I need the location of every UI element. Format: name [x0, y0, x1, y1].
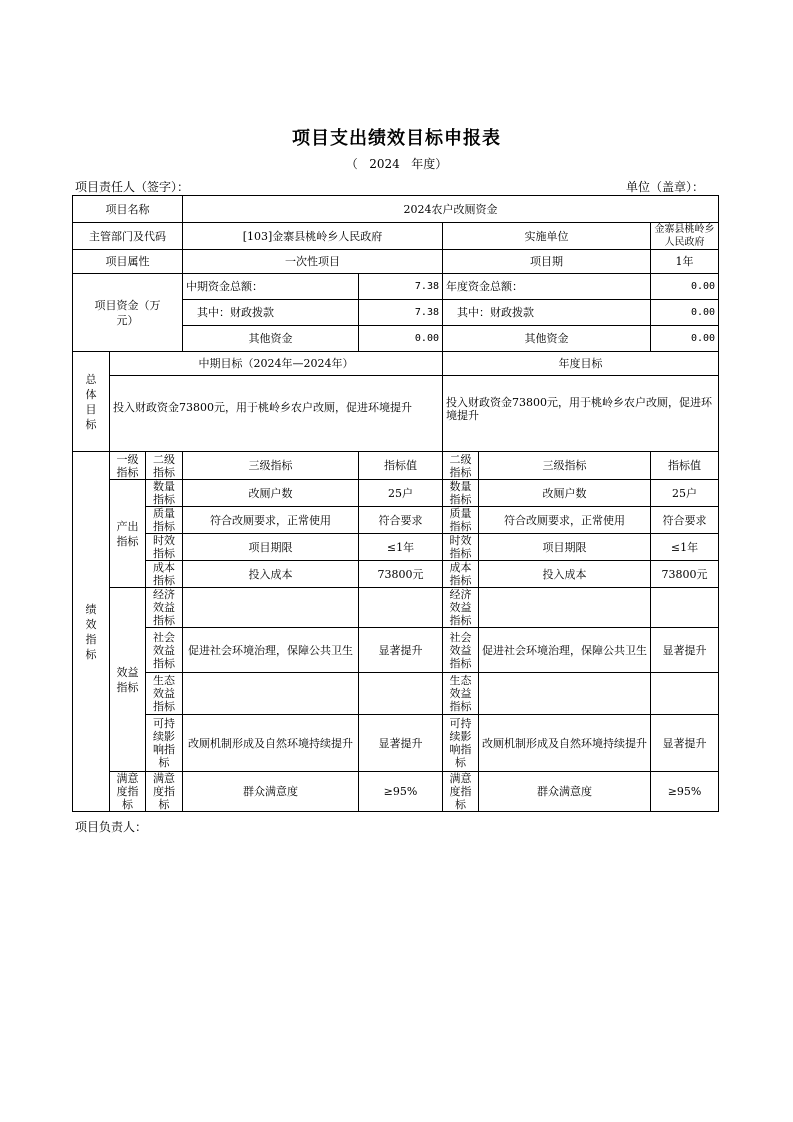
- year-open: （: [345, 157, 358, 171]
- quality-indicator: 质量指标: [146, 507, 183, 534]
- header-value-annual: 指标值: [651, 452, 719, 480]
- satisfaction-level3: 群众满意度: [183, 772, 359, 812]
- mid-fiscal-label: 其中：财政拨款: [183, 300, 359, 326]
- social-value-annual: 显著提升: [651, 628, 719, 673]
- year-value: 2024: [369, 157, 400, 171]
- sustainability-value-annual: 显著提升: [651, 715, 719, 772]
- cost-value: 73800元: [359, 561, 443, 588]
- goals-mid-header: 中期目标（2024年—2024年）: [110, 352, 443, 376]
- quality-value: 符合要求: [359, 507, 443, 534]
- satisfaction-value: ≥95%: [359, 772, 443, 812]
- sustainability-level3-annual: 改厕机制形成及自然环境持续提升: [479, 715, 651, 772]
- quantity-indicator: 数量指标: [146, 480, 183, 507]
- economic-indicator: 经济效益指标: [146, 588, 183, 628]
- row-sustainability: [73, 715, 719, 772]
- timeliness-level3-annual: 项目期限: [479, 534, 651, 561]
- cost-level3-annual: 投入成本: [479, 561, 651, 588]
- row-economic: [73, 588, 719, 628]
- timeliness-value: ≤1年: [359, 534, 443, 561]
- quantity-value: 25户: [359, 480, 443, 507]
- ecological-value-annual: [651, 673, 719, 715]
- quantity-level3-annual: 改厕户数: [479, 480, 651, 507]
- timeliness-value-annual: ≤1年: [651, 534, 719, 561]
- row-project-name: [73, 196, 719, 223]
- goals-label: 总体目标: [73, 352, 110, 452]
- header-level3: 三级指标: [183, 452, 359, 480]
- economic-level3: [183, 588, 359, 628]
- row-social: [73, 628, 719, 673]
- header-level1: 一级指标: [110, 452, 146, 480]
- sustainability-indicator: 可持续影响指标: [146, 715, 183, 772]
- sustainability-level3: 改厕机制形成及自然环境持续提升: [183, 715, 359, 772]
- row-satisfaction: [73, 772, 719, 812]
- unit-label: 单位（盖章）：: [626, 180, 705, 194]
- signer-label: 项目责任人（签字）：: [75, 180, 190, 194]
- social-indicator-annual: 社会效益指标: [443, 628, 479, 673]
- mid-total-value: 7.38: [359, 274, 443, 300]
- sustainability-indicator-annual: 可持续影响指标: [443, 715, 479, 772]
- period-label: 项目期: [443, 250, 651, 274]
- timeliness-level3: 项目期限: [183, 534, 359, 561]
- ecological-level3: [183, 673, 359, 715]
- project-name-value: 2024农户改厕资金: [183, 196, 719, 223]
- ecological-indicator-annual: 生态效益指标: [443, 673, 479, 715]
- indicators-label: 绩效指标: [73, 452, 110, 812]
- row-ecological: [73, 673, 719, 715]
- social-value: 显著提升: [359, 628, 443, 673]
- cost-indicator-annual: 成本指标: [443, 561, 479, 588]
- satisfaction-value-annual: ≥95%: [651, 772, 719, 812]
- year-fiscal-label: 其中：财政拨款: [443, 300, 651, 326]
- attribute-value: 一次性项目: [183, 250, 443, 274]
- row-cost: [73, 561, 719, 588]
- quantity-level3: 改厕户数: [183, 480, 359, 507]
- row-quality: [73, 507, 719, 534]
- sustainability-value: 显著提升: [359, 715, 443, 772]
- page-title: 项目支出绩效目标申报表: [292, 128, 501, 149]
- project-name-label: 项目名称: [73, 196, 183, 223]
- timeliness-indicator-annual: 时效指标: [443, 534, 479, 561]
- quality-indicator-annual: 质量指标: [443, 507, 479, 534]
- goals-mid-text: 投入财政资金73800元，用于桃岭乡农户改厕，促进环境提升: [110, 376, 443, 452]
- quantity-indicator-annual: 数量指标: [443, 480, 479, 507]
- row-goals-header: [73, 352, 719, 376]
- header-level2-annual: 二级指标: [443, 452, 479, 480]
- row-funds-total: [73, 274, 719, 300]
- header-value: 指标值: [359, 452, 443, 480]
- economic-value: [359, 588, 443, 628]
- year-total-label: 年度资金总额：: [443, 274, 651, 300]
- row-department: [73, 223, 719, 250]
- year-fiscal-value: 0.00: [651, 300, 719, 326]
- cost-level3: 投入成本: [183, 561, 359, 588]
- economic-indicator-annual: 经济效益指标: [443, 588, 479, 628]
- satisfaction-indicator-annual: 满意度指标: [443, 772, 479, 812]
- row-quantity: [73, 480, 719, 507]
- year-other-label: 其他资金: [443, 326, 651, 352]
- ecological-indicator: 生态效益指标: [146, 673, 183, 715]
- attribute-label: 项目属性: [73, 250, 183, 274]
- satisfaction-level1: 满意度指标: [110, 772, 146, 812]
- social-level3-annual: 促进社会环境治理，保障公共卫生: [479, 628, 651, 673]
- timeliness-indicator: 时效指标: [146, 534, 183, 561]
- ecological-level3-annual: [479, 673, 651, 715]
- footer-responsible-label: 项目负责人：: [75, 820, 148, 834]
- quality-value-annual: 符合要求: [651, 507, 719, 534]
- satisfaction-level3-annual: 群众满意度: [479, 772, 651, 812]
- benefit-indicator-label: 效益指标: [110, 588, 146, 772]
- header-level2: 二级指标: [146, 452, 183, 480]
- cost-indicator: 成本指标: [146, 561, 183, 588]
- year-label: 年度）: [411, 157, 448, 171]
- row-attribute: [73, 250, 719, 274]
- social-level3: 促进社会环境治理，保障公共卫生: [183, 628, 359, 673]
- implementer-value: 金寨县桃岭乡人民政府: [651, 223, 719, 250]
- row-timeliness: [73, 534, 719, 561]
- economic-level3-annual: [479, 588, 651, 628]
- social-indicator: 社会效益指标: [146, 628, 183, 673]
- cost-value-annual: 73800元: [651, 561, 719, 588]
- mid-fiscal-value: 7.38: [359, 300, 443, 326]
- economic-value-annual: [651, 588, 719, 628]
- mid-total-label: 中期资金总额：: [183, 274, 359, 300]
- quantity-value-annual: 25户: [651, 480, 719, 507]
- year-total-value: 0.00: [651, 274, 719, 300]
- year-other-value: 0.00: [651, 326, 719, 352]
- row-indicator-header: [73, 452, 719, 480]
- satisfaction-indicator: 满意度指标: [146, 772, 183, 812]
- funds-label: 项目资金（万元）: [73, 274, 183, 352]
- goals-year-header: 年度目标: [443, 352, 719, 376]
- row-goals-text: [73, 376, 719, 452]
- form-table: [72, 195, 719, 812]
- year-line: [0, 155, 793, 172]
- header-level3-annual: 三级指标: [479, 452, 651, 480]
- ecological-value: [359, 673, 443, 715]
- implementer-label: 实施单位: [443, 223, 651, 250]
- mid-other-value: 0.00: [359, 326, 443, 352]
- department-label: 主管部门及代码: [73, 223, 183, 250]
- quality-level3-annual: 符合改厕要求，正常使用: [479, 507, 651, 534]
- period-value: 1年: [651, 250, 719, 274]
- department-value: [103]金寨县桃岭乡人民政府: [183, 223, 443, 250]
- quality-level3: 符合改厕要求，正常使用: [183, 507, 359, 534]
- goals-year-text: 投入财政资金73800元，用于桃岭乡农户改厕，促进环境提升: [443, 376, 719, 452]
- mid-other-label: 其他资金: [183, 326, 359, 352]
- output-indicator-label: 产出指标: [110, 480, 146, 588]
